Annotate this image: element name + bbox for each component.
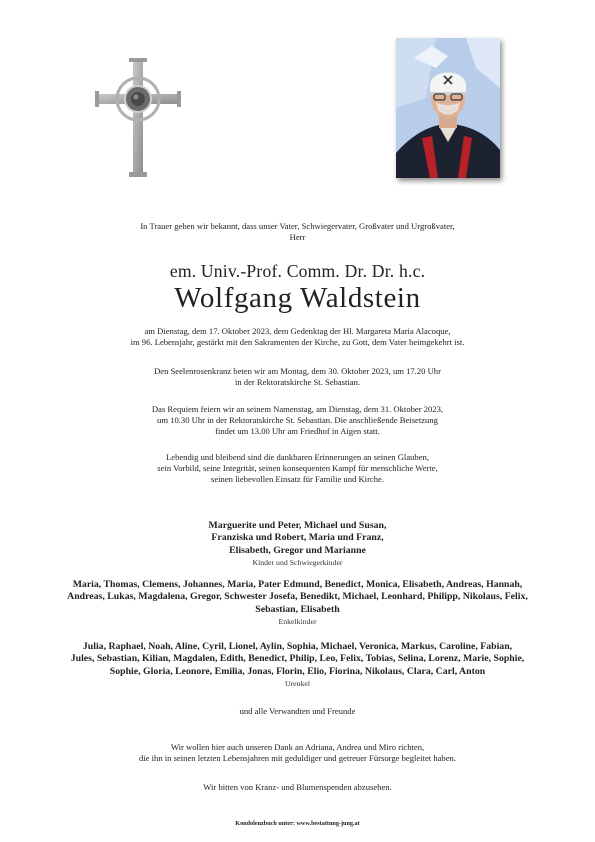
great-grandchildren-caption: Urenkel xyxy=(284,679,311,689)
remembrance-line: seinen liebevollen Einsatz für Familie und Kirche. xyxy=(210,474,385,485)
requiem-line: um 10.30 Uhr in der Rektoratskirche St. Sebastian. Die anschließende Beisetzung xyxy=(157,415,438,426)
grandchildren-caption: Enkelkinder xyxy=(278,617,317,627)
thanks-text xyxy=(0,742,595,764)
death-notice-line: im 96. Lebensjahr, gestärkt mit den Sakramenten der Kirche, zu Gott, dem Vater heimgekehrt ist. xyxy=(130,337,465,348)
rosary-line: in der Rektoratskirche St. Sebastian. xyxy=(234,377,361,388)
celtic-cross-icon xyxy=(92,56,184,180)
rosary-notice xyxy=(0,366,595,388)
requiem-notice xyxy=(0,404,595,438)
thanks-line: die ihn in seinen letzten Lebensjahren mit geduldiger und getreuer Fürsorge begleitet haben. xyxy=(139,753,456,764)
grandchildren-group xyxy=(0,579,595,627)
requiem-line: findet um 13.00 Uhr am Friedhof in Aigen statt. xyxy=(215,426,380,437)
rosary-line: Den Seelenrosenkranz beten wir am Montag, dem 30. Oktober 2023, um 17.20 Uhr xyxy=(154,366,441,376)
children-caption: Kinder und Schwiegerkinder xyxy=(252,558,343,568)
intro-herr: Herr xyxy=(289,232,306,243)
thanks-line: Wir wollen hier auch unseren Dank an Adriana, Andrea und Miro richten, xyxy=(170,742,425,752)
death-notice xyxy=(0,326,595,348)
deceased-name: Wolfgang Waldstein xyxy=(174,282,421,314)
intro-line: In Trauer geben wir bekannt, dass unser Vater, Schwiegervater, Großvater und Urgroßvater, xyxy=(140,221,455,231)
portrait-photo xyxy=(396,38,500,178)
children-group xyxy=(0,520,595,568)
donation-note: Wir bitten von Kranz- und Blumenspenden abzusehen. xyxy=(203,782,392,792)
great-grandchildren-line: Sophie, Gloria, Leonore, Emilia, Jonas, Florin, Elio, Fiorina, Nikolaus, Clara, Carl, Anton xyxy=(109,665,486,677)
great-grandchildren-group xyxy=(0,641,595,689)
great-grandchildren-line: Julia, Raphael, Noah, Aline, Cyril, Lionel, Aylin, Sophia, Michael, Veronica, Markus, Caroline, Fabian, xyxy=(82,641,513,652)
requiem-line: Das Requiem feiern wir an seinem Namenstag, am Dienstag, dem 31. Oktober 2023, xyxy=(151,404,444,414)
great-grandchildren-line: Jules, Sebastian, Kilian, Magdalen, Edith, Benedict, Philip, Leo, Felix, Tobias, Selina, Lorenz, Marie, Sophie, xyxy=(70,653,525,665)
remembrance-line: Lebendig und bleibend sind die dankbaren Erinnerungen an seinen Glauben, xyxy=(166,452,429,462)
remembrance-text xyxy=(0,452,595,486)
grandchildren-line: Sebastian, Elisabeth xyxy=(255,603,340,615)
children-line: Franziska und Robert, Maria und Franz, xyxy=(211,532,384,544)
grandchildren-line: Maria, Thomas, Clemens, Johannes, Maria, Pater Edmund, Benedict, Monica, Elisabeth, Andreas, Hannah, xyxy=(72,579,523,590)
grandchildren-line: Andreas, Lukas, Magdalena, Gregor, Schwester Josefa, Benedikt, Michael, Leonhard, Philipp, Nikolaus, Felix, xyxy=(67,591,528,603)
children-line: Elisabeth, Gregor und Marianne xyxy=(229,544,366,556)
announcement-intro xyxy=(0,221,595,243)
deceased-titles: em. Univ.-Prof. Comm. Dr. Dr. h.c. xyxy=(169,261,426,281)
children-line: Marguerite und Peter, Michael und Susan, xyxy=(208,520,387,531)
condolence-book-link[interactable]: Kondolenzbuch unter: www.bestattung-jung.at xyxy=(235,820,360,827)
death-notice-line: am Dienstag, dem 17. Oktober 2023, dem Gedenktag der Hl. Margareta Maria Alacoque, xyxy=(144,326,451,336)
remembrance-line: sein Vorbild, seine Integrität, seinen konsequenten Kampf für menschliche Werte, xyxy=(157,463,438,474)
relatives-line: und alle Verwandten und Freunde xyxy=(239,706,356,716)
